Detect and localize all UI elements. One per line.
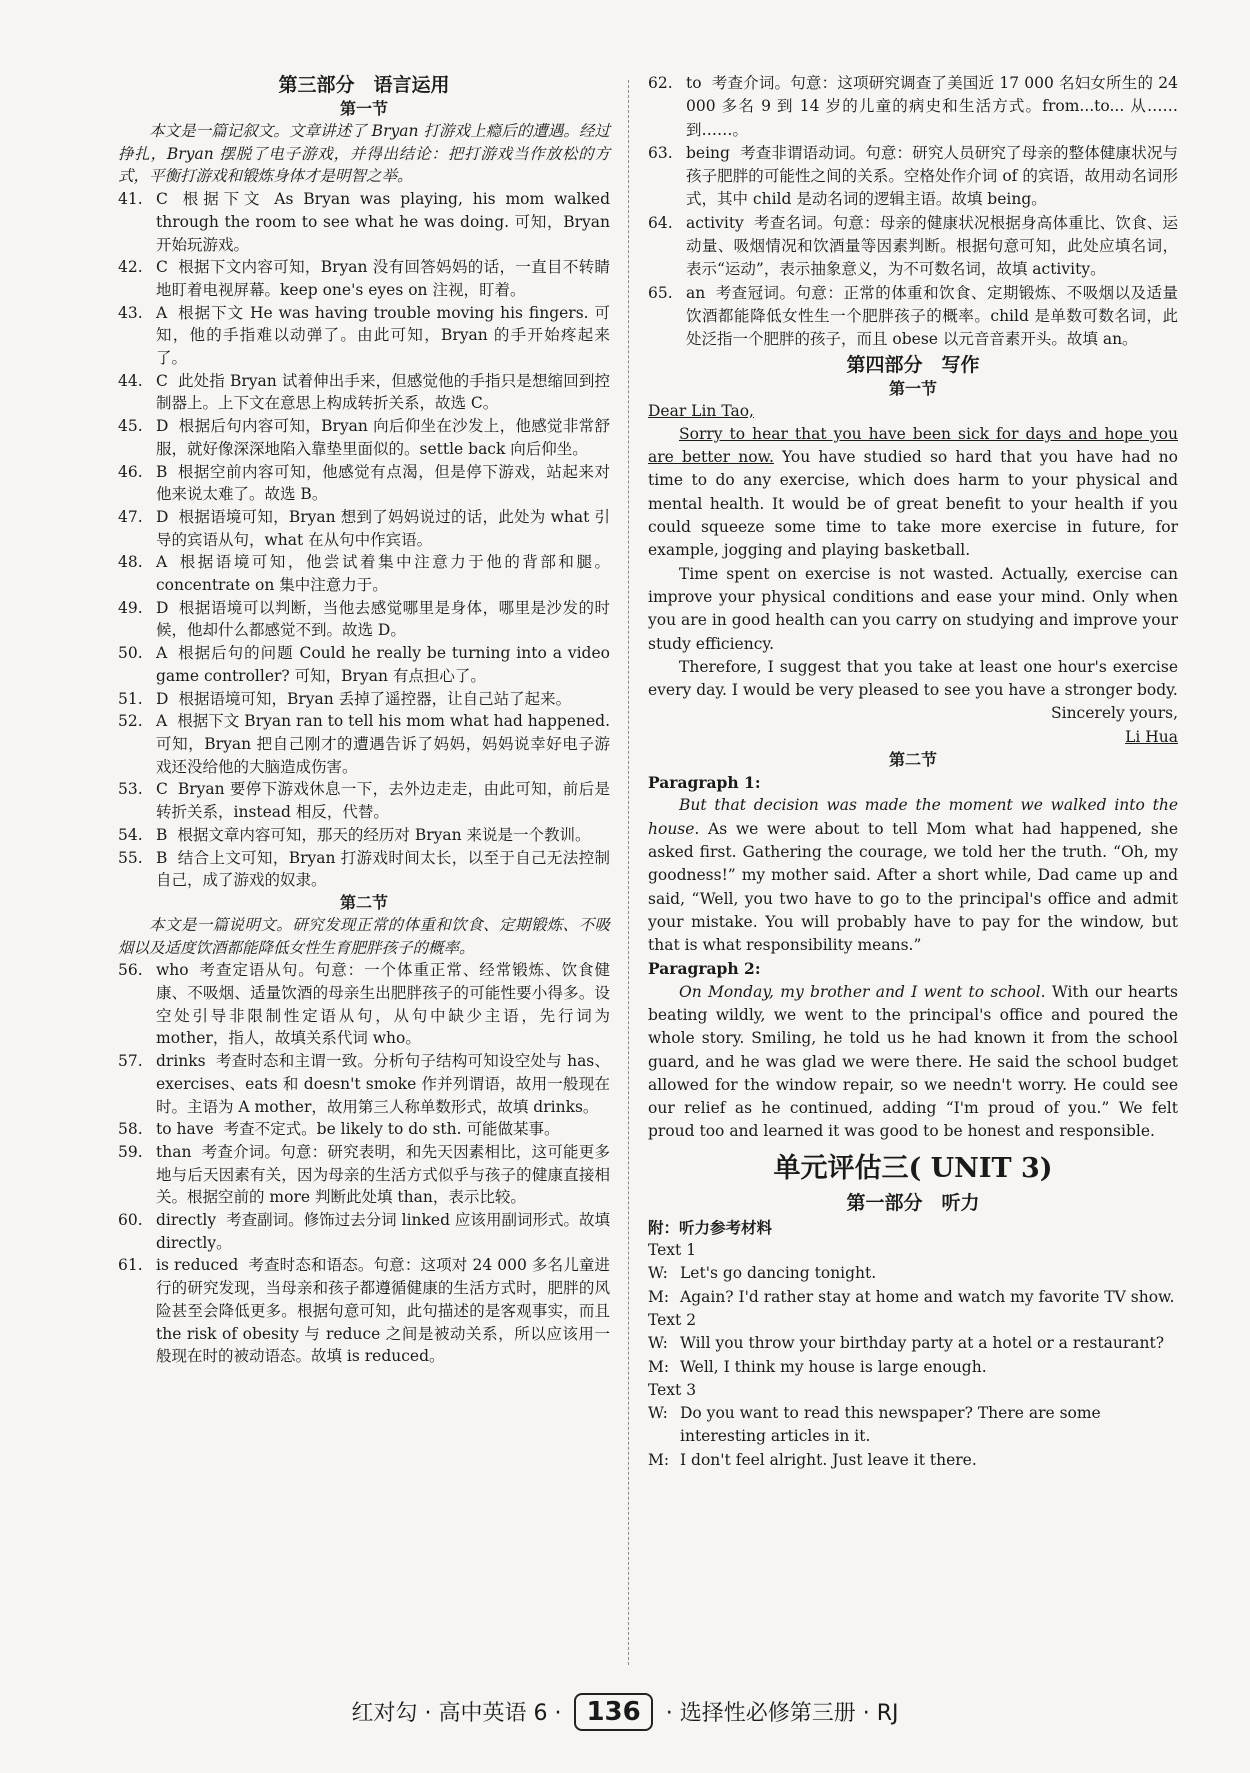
section-title: 第二节 xyxy=(888,750,937,770)
answer-item xyxy=(118,415,610,460)
section-intro: 本文是一篇说明文。研究发现正常的体重和饮食、定期锻炼、不吸烟以及适度饮酒都能降低女性生育肥胖孩子的概率。 xyxy=(118,915,610,957)
item-body xyxy=(156,1209,610,1254)
item-number: 48. xyxy=(118,553,143,572)
item-body xyxy=(156,506,610,551)
answer-item xyxy=(648,72,1178,142)
item-body xyxy=(156,256,610,301)
item-body xyxy=(156,847,610,892)
item-answer: who xyxy=(156,961,189,980)
letter xyxy=(648,400,1178,749)
utterance: I don't feel alright. Just leave it there. xyxy=(680,1450,977,1469)
item-explanation: Bryan 要停下游戏休息一下，去外边走走，由此可知，前后是转折关系，instead 相反，代替。 xyxy=(156,780,610,822)
item-body xyxy=(156,415,610,460)
closing-text: Sincerely yours, xyxy=(1051,704,1178,723)
left-column xyxy=(118,72,610,1368)
unit-title: 单元评估三( UNIT 3) xyxy=(773,1152,1053,1184)
item-number: 57. xyxy=(118,1052,143,1071)
item-answer: to xyxy=(686,74,702,92)
story-text: As we were about to tell Mom what had happened, she asked first. Gathering the courage, we told her the truth. “Oh, my goodness!” my mother said. After a short while, Dad came up and said, “Well, you two have to go to the principal's office and admit your mistake. You will probably have to pay for the window, but that is what responsibility means.” xyxy=(648,819,1178,955)
answer-item xyxy=(118,688,610,711)
item-explanation: 考查非谓语动词。句意：研究人员研究了母亲的整体健康状况与孩子肥胖的可能性之间的关系。空格处作介词 of 的宾语，故用动名词形式，其中 child 是动名词的逻辑主语。故填 being。 xyxy=(686,143,1178,209)
dialogue-line xyxy=(648,1286,1178,1309)
item-answer: to have xyxy=(156,1120,214,1139)
item-explanation: 根据语境可知，他尝试着集中注意力于他的背部和腿。concentrate on 集中注意力于。 xyxy=(156,553,610,595)
answer-list xyxy=(648,72,1178,352)
letter-paragraph: Time spent on exercise is not wasted. Actually, exercise can improve your physical conditions and ease your mind. Only when you are in good health can you carry on studying and improve your study efficiency. xyxy=(648,564,1178,653)
answer-item xyxy=(118,1118,610,1141)
item-number: 42. xyxy=(118,258,143,277)
utterance: Again? I'd rather stay at home and watch my favorite TV show. xyxy=(680,1287,1175,1306)
dialogue-line xyxy=(648,1449,1178,1472)
item-answer: activity xyxy=(686,213,744,232)
paragraph-label: Paragraph 1: xyxy=(648,773,761,793)
item-answer: C xyxy=(156,190,168,209)
item-number: 54. xyxy=(118,825,143,844)
item-answer: D xyxy=(156,417,169,436)
item-answer: C xyxy=(156,258,168,277)
dialogue-line xyxy=(648,1356,1178,1379)
letter-salutation: Dear Lin Tao, xyxy=(648,401,754,420)
answer-item xyxy=(648,142,1178,212)
answer-list xyxy=(118,959,610,1368)
section-title: 第一节 xyxy=(888,378,937,398)
answer-item xyxy=(118,551,610,596)
item-number: 46. xyxy=(118,462,143,481)
speaker: W: xyxy=(648,1264,668,1283)
item-body xyxy=(686,282,1178,352)
item-explanation: 考查介词。句意：研究表明，和先天因素相比，这可能更多地与后天因素有关，因为母亲的生活方式似乎与孩子的健康直接相关。根据空前的 more 判断此处填 than，表示比较。 xyxy=(156,1142,610,1207)
answer-item xyxy=(648,212,1178,282)
item-explanation: 根据空前内容可知，他感觉有点渴，但是停下游戏，站起来对他来说太难了。故选 B。 xyxy=(156,462,610,504)
item-explanation: 根据语境可知，Bryan 丢掉了遥控器，让自己站了起来。 xyxy=(178,689,572,708)
item-explanation: 考查冠词。句意：正常的体重和饮食、定期锻炼、不吸烟以及适量饮酒都能降低女性生一个肥胖孩子的概率。child 是单数可数名词，此处泛指一个肥胖的孩子，而且 obese 以元音音素开头。故填 an。 xyxy=(686,283,1178,349)
answer-item xyxy=(118,302,610,370)
dialogue-line xyxy=(648,1402,1178,1449)
item-number: 41. xyxy=(118,190,143,209)
column-divider xyxy=(628,80,629,1665)
given-sentence: But that decision was made the moment we walked into the house. xyxy=(648,796,1178,838)
item-explanation: 根据下文 Bryan ran to tell his mom what had happened. 可知，Bryan 把自己刚才的遭遇告诉了妈妈，妈妈说幸好电子游戏还没给他的大脑造成伤害。 xyxy=(156,712,610,776)
item-body xyxy=(156,1050,610,1118)
item-body xyxy=(156,688,610,711)
item-explanation: 根据语境可知，Bryan 想到了妈妈说过的话，此处为 what 引导的宾语从句，what 在从句中作宾语。 xyxy=(156,507,610,549)
answer-item xyxy=(118,959,610,1050)
letter-opening: Sorry to hear that you have been sick for days and hope you are better now. xyxy=(648,424,1178,467)
dialogue-line xyxy=(648,1262,1178,1285)
item-number: 56. xyxy=(118,961,143,980)
item-explanation: 根据下文内容可知，Bryan 没有回答妈妈的话，一直目不转睛地盯着电视屏幕。keep one's eyes on 注视，盯着。 xyxy=(156,258,610,299)
item-body xyxy=(156,1254,610,1368)
speaker: M: xyxy=(648,1357,670,1376)
item-answer: B xyxy=(156,848,168,867)
item-body xyxy=(686,72,1178,142)
item-number: 52. xyxy=(118,712,143,731)
part-title: 第四部分 写作 xyxy=(846,353,980,376)
item-body xyxy=(156,188,610,256)
item-answer: than xyxy=(156,1142,192,1161)
item-body xyxy=(156,1118,610,1141)
item-body xyxy=(156,824,610,847)
text-label: Text 3 xyxy=(648,1380,697,1399)
item-answer: D xyxy=(156,689,169,708)
item-number: 47. xyxy=(118,507,143,526)
utterance: Do you want to read this newspaper? There are some interesting articles in it. xyxy=(680,1404,1101,1446)
letter-text: You have studied so hard that you have had no time to do any exercise, which does harm to your physical and mental health. It would be of great benefit to your health if you could squeeze some time to take more exercise in future, for example, jogging and playing basketball. xyxy=(648,448,1178,560)
item-number: 61. xyxy=(118,1256,143,1275)
item-body xyxy=(156,1141,610,1209)
item-answer: drinks xyxy=(156,1052,206,1071)
item-number: 63. xyxy=(648,143,673,162)
answer-item xyxy=(118,506,610,551)
item-explanation: 根据语境可以判断，当他去感觉哪里是身体，哪里是沙发的时候，他却什么都感觉不到。故选 D。 xyxy=(156,598,610,640)
item-answer: B xyxy=(156,825,168,844)
item-explanation: 根据下文 As Bryan was playing, his mom walked through the room to see what he was doing. 可知，Bryan 开始玩游戏。 xyxy=(156,190,610,254)
answer-item xyxy=(118,256,610,301)
item-number: 44. xyxy=(118,371,143,390)
item-explanation: 考查介词。句意：这项研究调查了美国近 17 000 名妇女所生的 24 000 多名 9 到 14 岁的儿童的病史和生活方式。from...to... 从……到……。 xyxy=(686,74,1178,139)
item-number: 53. xyxy=(118,780,143,799)
item-body xyxy=(156,959,610,1050)
item-body xyxy=(686,212,1178,282)
answer-list xyxy=(118,188,610,892)
page-number: 136 xyxy=(574,1693,652,1731)
item-answer: D xyxy=(156,598,169,617)
answer-item xyxy=(118,824,610,847)
footer-book-title: 红对勾 · 高中英语 6 · xyxy=(351,1701,562,1726)
text-label: Text 1 xyxy=(648,1241,697,1260)
speaker: M: xyxy=(648,1450,670,1469)
signature: Li Hua xyxy=(1125,727,1178,746)
item-number: 55. xyxy=(118,848,143,867)
answer-item xyxy=(118,1050,610,1118)
item-explanation: 根据后句的问题 Could he really be turning into a video game controller? 可知，Bryan 有点担心了。 xyxy=(156,644,610,685)
answer-item xyxy=(118,847,610,892)
item-body xyxy=(156,710,610,778)
item-explanation: 考查定语从句。句意：一个体重正常、经常锻炼、饮食健康、不吸烟、适量饮酒的母亲生出肥胖孩子的可能性要小得多。设空处引导非限制性定语从句，从句中缺少主语，先行词为 mother，指人，故填关系代词 who。 xyxy=(156,961,610,1048)
item-explanation: 此处指 Bryan 试着伸出手来，但感觉他的手指只是想缩回到控制器上。上下文在意思上构成转折关系，故选 C。 xyxy=(156,371,610,413)
item-answer: C xyxy=(156,780,168,799)
item-answer: D xyxy=(156,507,169,526)
part-title: 第一部分 听力 xyxy=(846,1191,980,1214)
answer-item xyxy=(118,778,610,823)
item-number: 62. xyxy=(648,74,673,92)
item-answer: B xyxy=(156,462,168,481)
story-paragraph xyxy=(648,794,1178,957)
speaker: W: xyxy=(648,1334,668,1353)
item-explanation: 考查时态和语态。句意：这项对 24 000 多名儿童进行的研究发现，当母亲和孩子都遵循健康的生活方式时，肥胖的风险甚至会降低更多。根据句意可知，此句描述的是客观事实，而且 the risk of obesity 与 reduce 之间是被动关系，所以应该用一般现在时的被动语态。故填 is reduced。 xyxy=(156,1256,610,1366)
item-answer: being xyxy=(686,143,730,162)
item-number: 49. xyxy=(118,598,143,617)
answer-item xyxy=(118,188,610,256)
section-title: 第一节 xyxy=(339,99,388,118)
speaker: W: xyxy=(648,1404,668,1423)
item-answer: A xyxy=(156,553,168,572)
item-number: 64. xyxy=(648,213,673,232)
item-answer: C xyxy=(156,371,168,390)
listening-script xyxy=(648,1239,1178,1472)
answer-item xyxy=(118,710,610,778)
item-answer: A xyxy=(156,712,168,731)
speaker: M: xyxy=(648,1287,670,1306)
item-explanation: 考查名词。句意：母亲的健康状况根据身高体重比、饮食、运动量、吸烟情况和饮酒量等因素判断。根据句意可知，此处应填名词，表示“运动”，表示抽象意义，为不可数名词，故填 activity。 xyxy=(686,213,1178,279)
item-body xyxy=(686,142,1178,212)
section-intro: 本文是一篇记叙文。文章讲述了 Bryan 打游戏上瘾后的遭遇。经过挣扎，Bryan 摆脱了电子游戏，并得出结论：把打游戏当作放松的方式，平衡打游戏和锻炼身体才是明智之举。 xyxy=(118,122,610,186)
item-explanation: 考查时态和主谓一致。分析句子结构可知设空处与 has、exercises、eats 和 doesn't smoke 作并列谓语，故用一般现在时。主语为 A mother，故用第三人称单数形式，故填 drinks。 xyxy=(156,1052,610,1116)
section-title: 第二节 xyxy=(339,892,388,912)
given-sentence: On Monday, my brother and I went to school. xyxy=(679,982,1046,1001)
text-label: Text 2 xyxy=(648,1310,697,1329)
story-text: With our hearts beating wildly, we went to the principal's office and poured the whole story. Smiling, he told us he had known it from the school guard, and he was glad we were there. He said the school budget allowed for the window repair, so we needn't worry. He could see our relief as he continued, adding “I'm proud of you.” We felt proud too and learned it was good to be honest and responsible. xyxy=(648,982,1178,1141)
dialogue-line xyxy=(648,1332,1178,1355)
letter-paragraph xyxy=(648,423,1178,563)
item-number: 60. xyxy=(118,1211,143,1230)
answer-item xyxy=(118,597,610,642)
answer-item xyxy=(648,282,1178,352)
item-number: 50. xyxy=(118,644,143,663)
script-label: 附：听力参考材料 xyxy=(648,1217,773,1237)
answer-item xyxy=(118,1254,610,1368)
item-body xyxy=(156,642,610,687)
item-answer: an xyxy=(686,283,706,302)
right-column xyxy=(648,72,1178,1472)
item-explanation: 结合上文可知，Bryan 打游戏时间太长，以至于自己无法控制自己，成了游戏的奴隶。 xyxy=(156,848,610,890)
item-explanation: 根据下文 He was having trouble moving his fingers. 可知，他的手指难以动弹了。由此可知，Bryan 的手开始疼起来了。 xyxy=(156,303,610,368)
continuation-writing xyxy=(648,771,1178,1144)
item-explanation: 考查副词。修饰过去分词 linked 应该用副词形式。故填 directly。 xyxy=(156,1211,610,1252)
item-body xyxy=(156,597,610,642)
item-answer: A xyxy=(156,303,168,322)
page-footer xyxy=(0,1693,1250,1731)
item-body xyxy=(156,551,610,596)
item-number: 65. xyxy=(648,283,673,302)
item-body xyxy=(156,370,610,415)
item-explanation: 根据后句内容可知，Bryan 向后仰坐在沙发上，他感觉非常舒服，就好像深深地陷入靠垫里面似的。settle back 向后仰坐。 xyxy=(156,417,610,458)
item-number: 58. xyxy=(118,1120,143,1139)
item-number: 43. xyxy=(118,303,143,322)
item-explanation: 根据文章内容可知，那天的经历对 Bryan 来说是一个教训。 xyxy=(177,825,591,844)
answer-item xyxy=(118,370,610,415)
item-answer: is reduced xyxy=(156,1256,239,1275)
footer-volume: · 选择性必修第三册 · RJ xyxy=(665,1701,899,1726)
item-body xyxy=(156,778,610,823)
item-answer: A xyxy=(156,644,168,663)
answer-item xyxy=(118,642,610,687)
item-answer: directly xyxy=(156,1211,217,1230)
answer-item xyxy=(118,461,610,506)
item-number: 45. xyxy=(118,417,143,436)
story-paragraph xyxy=(648,981,1178,1144)
part-title: 第三部分 语言运用 xyxy=(278,74,450,96)
paragraph-label: Paragraph 2: xyxy=(648,959,761,979)
item-body xyxy=(156,461,610,506)
utterance: Well, I think my house is large enough. xyxy=(680,1357,987,1376)
item-body xyxy=(156,302,610,370)
letter-paragraph: Therefore, I suggest that you take at least one hour's exercise every day. I would be very pleased to see you have a stronger body. xyxy=(648,657,1178,700)
answer-item xyxy=(118,1141,610,1209)
item-number: 51. xyxy=(118,689,143,708)
answer-item xyxy=(118,1209,610,1254)
letter-closing xyxy=(648,702,1178,749)
utterance: Let's go dancing tonight. xyxy=(680,1264,877,1283)
item-explanation: 考查不定式。be likely to do sth. 可能做某事。 xyxy=(223,1120,560,1139)
item-number: 59. xyxy=(118,1142,143,1161)
utterance: Will you throw your birthday party at a hotel or a restaurant? xyxy=(680,1334,1165,1353)
